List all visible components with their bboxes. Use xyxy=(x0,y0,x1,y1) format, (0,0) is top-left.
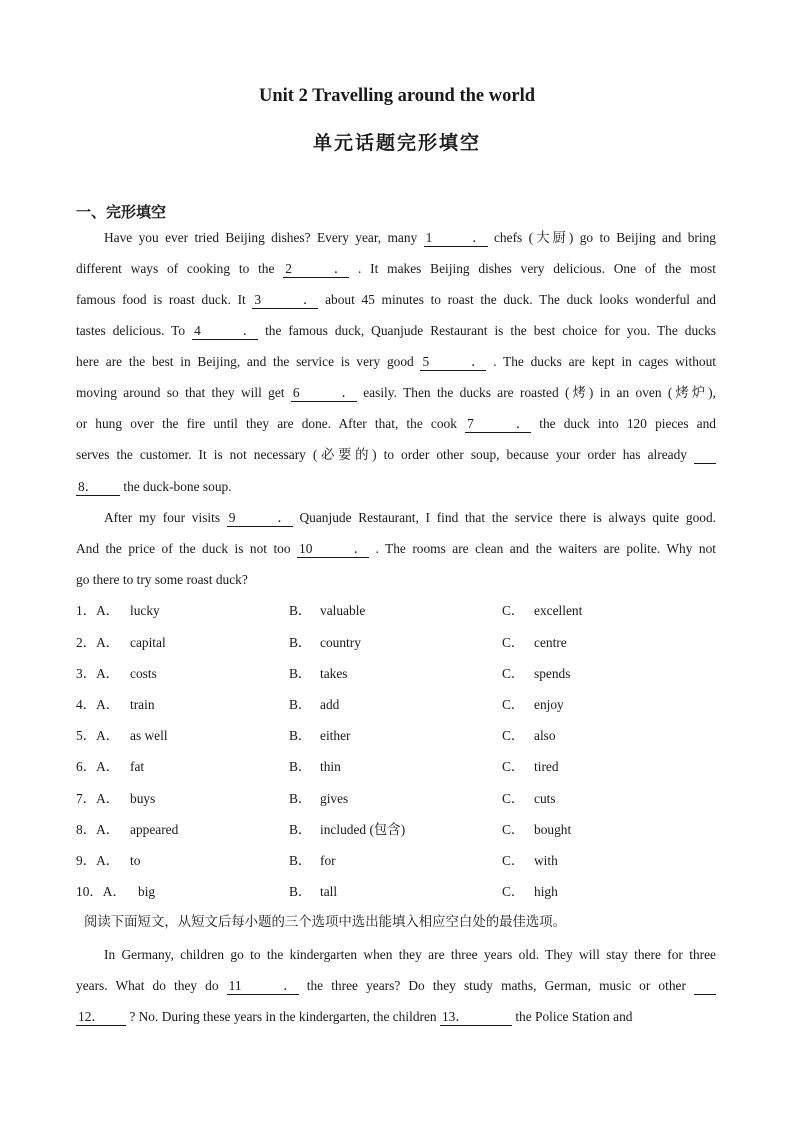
option-b[interactable]: country xyxy=(320,635,361,650)
passage-line: In Germany, children go to the kindergarten when they are three years old. They will stay there for three xyxy=(104,947,716,962)
blank-13[interactable]: 13． xyxy=(440,1009,512,1026)
option-a[interactable]: big xyxy=(138,884,156,899)
section-heading: 一、完形填空 xyxy=(76,203,167,221)
passage-line: After my four visits 9． Quanjude Restaurant, I find that the service there is always quite good. xyxy=(104,510,717,525)
passage-line: years. What do they do 11． the three years? Do they study maths, German, music or other xyxy=(76,976,716,996)
passage-line: 12． ? No. During these years in the kindergarten, the children 13． the Police Station and xyxy=(78,1009,633,1024)
page-title: Unit 2 Travelling around the world xyxy=(259,86,535,106)
option-b[interactable]: gives xyxy=(320,791,349,806)
blank-10[interactable]: 10． xyxy=(299,541,368,556)
option-b[interactable]: add xyxy=(320,697,340,712)
blank-2[interactable]: 2． xyxy=(285,261,348,276)
blank-5[interactable]: 5． xyxy=(422,354,485,369)
option-c[interactable]: centre xyxy=(534,635,567,650)
option-b[interactable]: either xyxy=(320,728,351,743)
option-a[interactable]: costs xyxy=(130,666,157,681)
passage-line: tastes delicious. To 4． the famous duck, Quanjude Restaurant is the best choice for you. The ducks xyxy=(76,323,716,338)
option-b[interactable]: valuable xyxy=(320,603,366,618)
option-c[interactable]: bought xyxy=(534,822,572,837)
passage-line: here are the best in Beijing, and the service is very good 5． . The ducks are kept in cages without xyxy=(76,354,716,369)
option-b[interactable]: for xyxy=(320,853,336,868)
option-c[interactable]: tired xyxy=(534,759,559,774)
option-c[interactable]: with xyxy=(534,853,558,868)
passage-line: moving around so that they will get 6． easily. Then the ducks are roasted (烤) in an oven (烤炉), xyxy=(76,385,716,400)
blank-7[interactable]: 7． xyxy=(467,416,530,431)
option-a[interactable]: capital xyxy=(130,635,166,650)
option-c[interactable]: spends xyxy=(534,666,571,681)
passage-line: serves the customer. It is not necessary (必要的) to order other soup, because your order has already xyxy=(76,445,716,465)
passage-line: or hung over the fire until they are done. After that, the cook 7． the duck into 120 pieces and xyxy=(76,416,716,431)
blank-8-start[interactable] xyxy=(694,447,716,464)
blank-12[interactable]: 12． xyxy=(76,1009,126,1026)
option-c[interactable]: cuts xyxy=(534,791,556,806)
blank-1[interactable]: 1． xyxy=(425,230,486,245)
option-b[interactable]: thin xyxy=(320,759,341,774)
blank-4[interactable]: 4． xyxy=(194,323,257,338)
passage-line: different ways of cooking to the 2． . It makes Beijing dishes very delicious. One of the most xyxy=(76,261,716,276)
option-c[interactable]: enjoy xyxy=(534,697,564,712)
option-a[interactable]: buys xyxy=(130,791,156,806)
option-b[interactable]: tall xyxy=(320,884,338,899)
option-a[interactable]: as well xyxy=(130,728,168,743)
blank-12-start[interactable] xyxy=(694,978,716,995)
blank-11[interactable]: 11． xyxy=(228,978,297,993)
passage-line: Have you ever tried Beijing dishes? Every year, many 1． chefs (大厨) go to Beijing and bring xyxy=(104,230,717,245)
option-a[interactable]: to xyxy=(130,853,141,868)
passage-line: And the price of the duck is not too 10． . The rooms are clean and the waiters are polite. Why not xyxy=(76,541,716,556)
option-c[interactable]: high xyxy=(534,884,558,899)
passage-line: 8． the duck-bone soup. xyxy=(78,479,232,494)
option-b[interactable]: included (包含) xyxy=(320,822,406,837)
passage-line: go there to try some roast duck? xyxy=(76,572,248,587)
blank-9[interactable]: 9． xyxy=(228,510,291,525)
blank-3[interactable]: 3． xyxy=(254,292,317,307)
option-a[interactable]: train xyxy=(130,697,155,712)
blank-8[interactable]: 8． xyxy=(76,479,120,496)
option-a[interactable]: lucky xyxy=(130,603,160,618)
instruction-text: 阅读下面短文，从短文后每小题的三个选项中选出能填入相应空白处的最佳选项。 xyxy=(84,915,567,930)
option-a[interactable]: appeared xyxy=(130,822,179,837)
page-subtitle: 单元话题完形填空 xyxy=(312,132,481,154)
blank-6[interactable]: 6． xyxy=(292,385,355,400)
option-c[interactable]: also xyxy=(534,728,556,743)
option-a[interactable]: fat xyxy=(130,759,145,774)
option-c[interactable]: excellent xyxy=(534,603,583,618)
passage-line: famous food is roast duck. It 3． about 45 minutes to roast the duck. The duck looks wonderful and xyxy=(76,292,716,307)
option-b[interactable]: takes xyxy=(320,666,348,681)
